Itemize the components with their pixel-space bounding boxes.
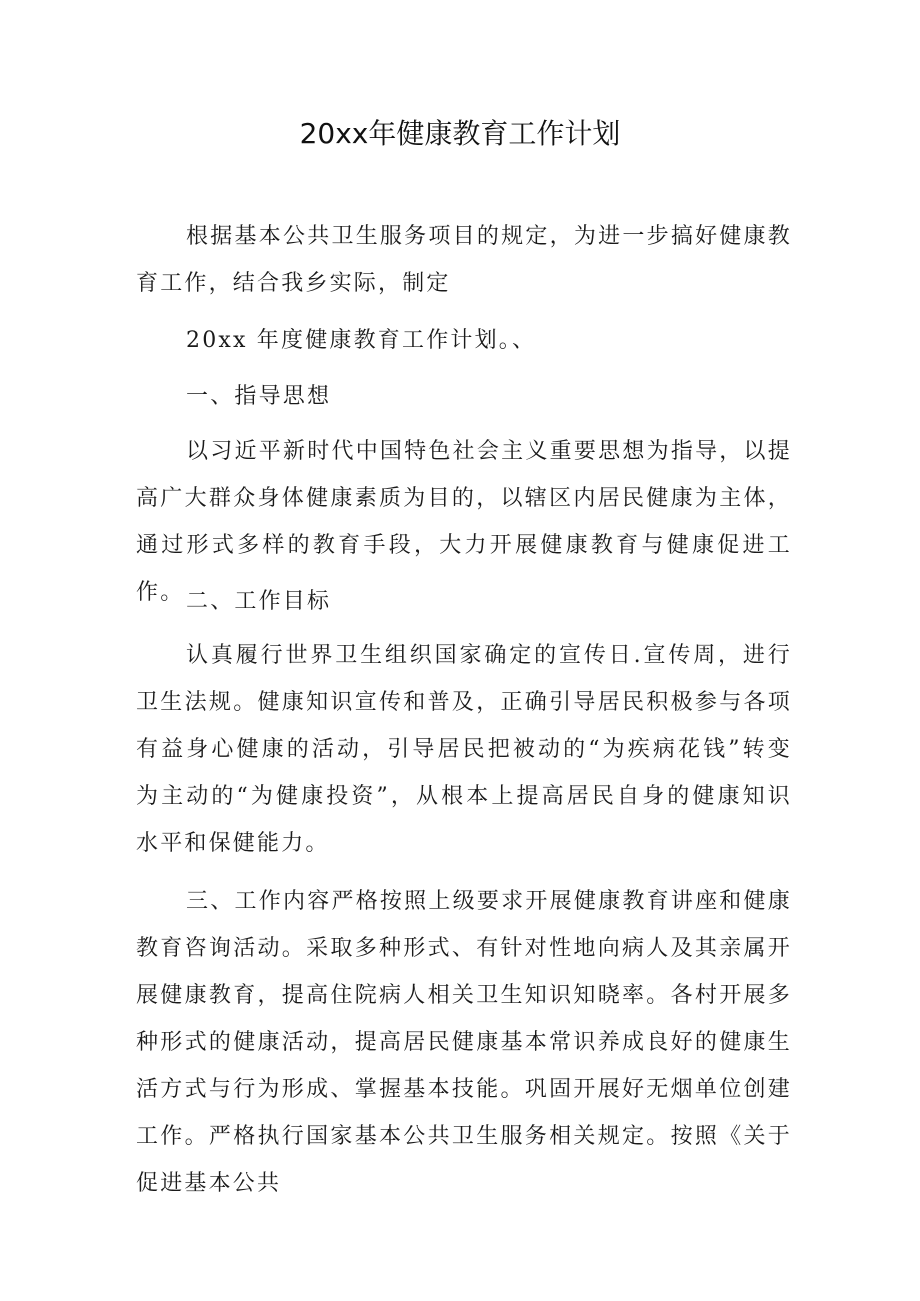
paragraph-work-goals: 认真履行世界卫生组织国家确定的宣传日.宣传周，进行卫生法规。健康知识宣传和普及，正确引导居民积极参与各项有益身心健康的活动，引导居民把被动的“为疾病花钱”转变为主动的“为健康投资”，从根本上提高居民自身的健康知识水平和保健能力。: [136, 643, 792, 856]
paragraph-plan-line: 20xx 年度健康教育工作计划。、: [186, 328, 537, 353]
paragraph-guiding-ideology: 以习近平新时代中国特色社会主义重要思想为指导，以提高广大群众身体健康素质为目的，以辖区内居民健康为主体，通过形式多样的教育手段，大力开展健康教育与健康促进工作。: [136, 439, 792, 605]
paragraph-work-content: 三、工作内容严格按照上级要求开展健康教育讲座和健康教育咨询活动。采取多种形式、有针对性地向病人及其亲属开展健康教育，提高住院病人相关卫生知识知晓率。各村开展多种形式的健康活动，提高居民健康基本常识养成良好的健康生活方式与行为形成、掌握基本技能。巩固开展好无烟单位创建工作。严格执行国家基本公共卫生服务相关规定。按照《关于促进基本公共: [136, 889, 792, 1196]
paragraph-intro: 根据基本公共卫生服务项目的规定，为进一步搞好健康教育工作，结合我乡实际，制定: [136, 224, 792, 296]
section-heading-work-goals: 二、工作目标: [186, 589, 332, 614]
document-title: 20xx年健康教育工作计划: [299, 117, 621, 150]
section-heading-guiding-ideology: 一、指导思想: [186, 384, 332, 409]
